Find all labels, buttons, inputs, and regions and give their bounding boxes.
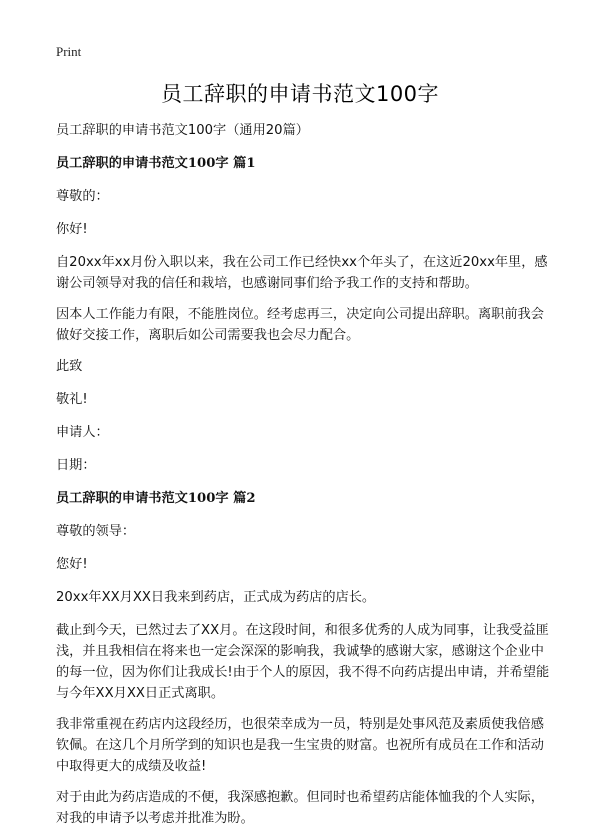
applicant-line: 申请人： <box>56 425 109 440</box>
greeting-1: 尊敬的： <box>56 189 109 204</box>
greeting-2: 尊敬的领导： <box>56 524 136 539</box>
document-subtitle: 员工辞职的申请书范文100字（通用20篇） <box>56 123 309 138</box>
section1-paragraph-1: 自20xx年xx月份入职以来，我在公司工作已经快xx个年头了，在这近20xx年里，感谢公司领导对我的信任和栽培，也感谢同事们给予我工作的支持和帮助。 <box>56 255 548 291</box>
hello-1: 你好! <box>56 222 88 237</box>
section-heading-2: 员工辞职的申请书范文100字 篇2 <box>56 491 256 506</box>
page-title: 员工辞职的申请书范文100字 <box>160 82 440 106</box>
section1-paragraph-2: 因本人工作能力有限，不能胜岗位。经考虑再三，决定向公司提出辞职。离职前我会做好交接工作，离职后如公司需要我也会尽力配合。 <box>56 307 544 343</box>
closing-line-2: 敬礼! <box>56 392 88 407</box>
section2-paragraph-3: 我非常重视在药店内这段经历，也很荣幸成为一员，特别是处事风范及素质使我倍感钦佩。在这几个月所学到的知识也是我一生宝贵的财富。也祝所有成员在工作和活动中取得更大的成绩及收益! <box>56 717 544 774</box>
print-link[interactable]: Print <box>56 44 82 59</box>
document-body <box>56 120 552 839</box>
date-line: 日期： <box>56 458 96 473</box>
closing-line-1: 此致 <box>56 359 83 374</box>
section2-paragraph-1: 20xx年XX月XX日我来到药店，正式成为药店的店长。 <box>56 590 376 605</box>
hello-2: 您好! <box>56 557 88 572</box>
section-heading-1: 员工辞职的申请书范文100字 篇1 <box>56 156 256 171</box>
section2-paragraph-4: 对于由此为药店造成的不便，我深感抱歉。但同时也希望药店能体恤我的个人实际，对我的申请予以考虑并批准为盼。 <box>56 790 544 826</box>
section2-paragraph-2: 截止到今天，已然过去了XX月。在这段时间，和很多优秀的人成为同事，让我受益匪浅，并且我相信在将来也一定会深深的影响我，我诚挚的感谢大家，感谢这个企业中的每一位，因为你们让我成长!由于个人的原因，我不得不向药店提出申请，并希望能与今年XX月XX日正式离职。 <box>56 623 550 701</box>
